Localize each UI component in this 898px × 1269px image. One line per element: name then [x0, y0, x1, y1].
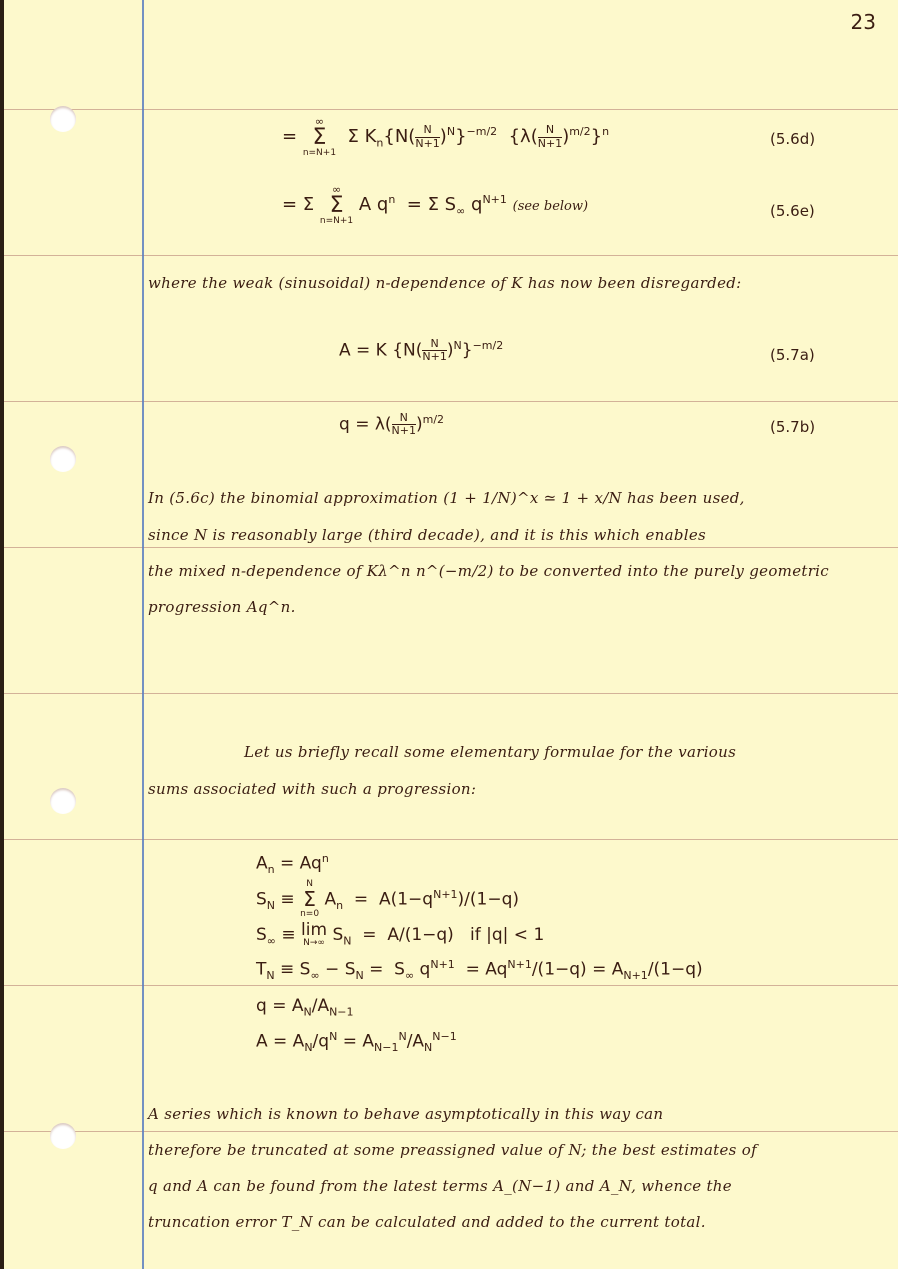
paragraph-line: therefore be truncated at some preassigned value of N; the best estimates of	[148, 1141, 757, 1159]
equation-5-6e: = Σ ∞ Σ n=N+1 A $q^n = \Sigma$ $S_\infty$ $q^{N+1}$ (see below)	[282, 183, 589, 226]
paragraph-line: the mixed n-dependence of Kλ^n n^(−m/2) to be converted into the purely geometric	[148, 562, 829, 580]
paragraph-line: sums associated with such a progression:	[148, 780, 477, 798]
paragraph-line: truncation error T_N can be calculated and added to the current total.	[148, 1213, 706, 1231]
page-number: 23	[850, 10, 876, 34]
notebook-page	[4, 0, 898, 1269]
paragraph-text: where the weak (sinusoidal) n-dependence of K has now been disregarded:	[148, 274, 742, 292]
formula-sn: $S_N$ ≡ N Σ n=0 $A_n = A(1-q^{N+1})/(1-q)$	[256, 879, 520, 919]
punch-hole	[50, 106, 76, 132]
paragraph-line: since N is reasonably large (third decade), and it is this which enables	[148, 526, 707, 544]
formula-an: $A_n = Aq^n$	[256, 852, 329, 877]
paragraph-line: Let us briefly recall some elementary formulae for the various	[244, 743, 737, 761]
punch-hole	[50, 1123, 76, 1149]
paragraph-line: progression Aq^n.	[148, 598, 296, 616]
paragraph-line: In (5.6c) the binomial approximation (1 + 1/N)^x ≃ 1 + x/N has been used,	[148, 489, 745, 507]
equation-label: (5.7b)	[770, 418, 816, 436]
paragraph-line: A series which is known to behave asymptotically in this way can	[148, 1105, 664, 1123]
punch-hole	[50, 446, 76, 472]
paragraph-line: q and A can be found from the latest terms A_(N−1) and A_N, whence the	[148, 1177, 732, 1195]
formula-tn: $T_N \equiv S_\infty - S_N = S_\infty$ $q^{N+1} = Aq^{N+1}/(1-q) = A_{N+1}/(1-q)$	[256, 958, 703, 983]
margin-line	[142, 0, 144, 1269]
formula-q: $q = A_N/A_{N-1}$	[256, 996, 354, 1019]
equation-5-7b: q = λ( N N+1)$^{m/2}$	[339, 411, 445, 438]
formula-s-infinity: $S_\infty \equiv \lim$ N→∞ $S_N = A/(1-q)$ if |q| < 1	[256, 920, 545, 948]
equation-label: (5.7a)	[770, 346, 815, 364]
equation-5-7a: A = K {N( N N+1)$^N$}$^{-m/2}$	[339, 337, 504, 364]
punch-hole	[50, 788, 76, 814]
equation-label: (5.6d)	[770, 130, 816, 148]
equation-label: (5.6e)	[770, 202, 815, 220]
equation-5-6d: = ∞ Σ n=N+1 Σ $K_n\{N$( N N+1)$^N$}$^{-m/2}$ {λ( N N+1)$^{m/2}$}$^n$	[282, 115, 610, 158]
formula-a: $A = A_N/q^N = A_{N-1}^N/A_N^{N-1}$	[256, 1030, 457, 1055]
